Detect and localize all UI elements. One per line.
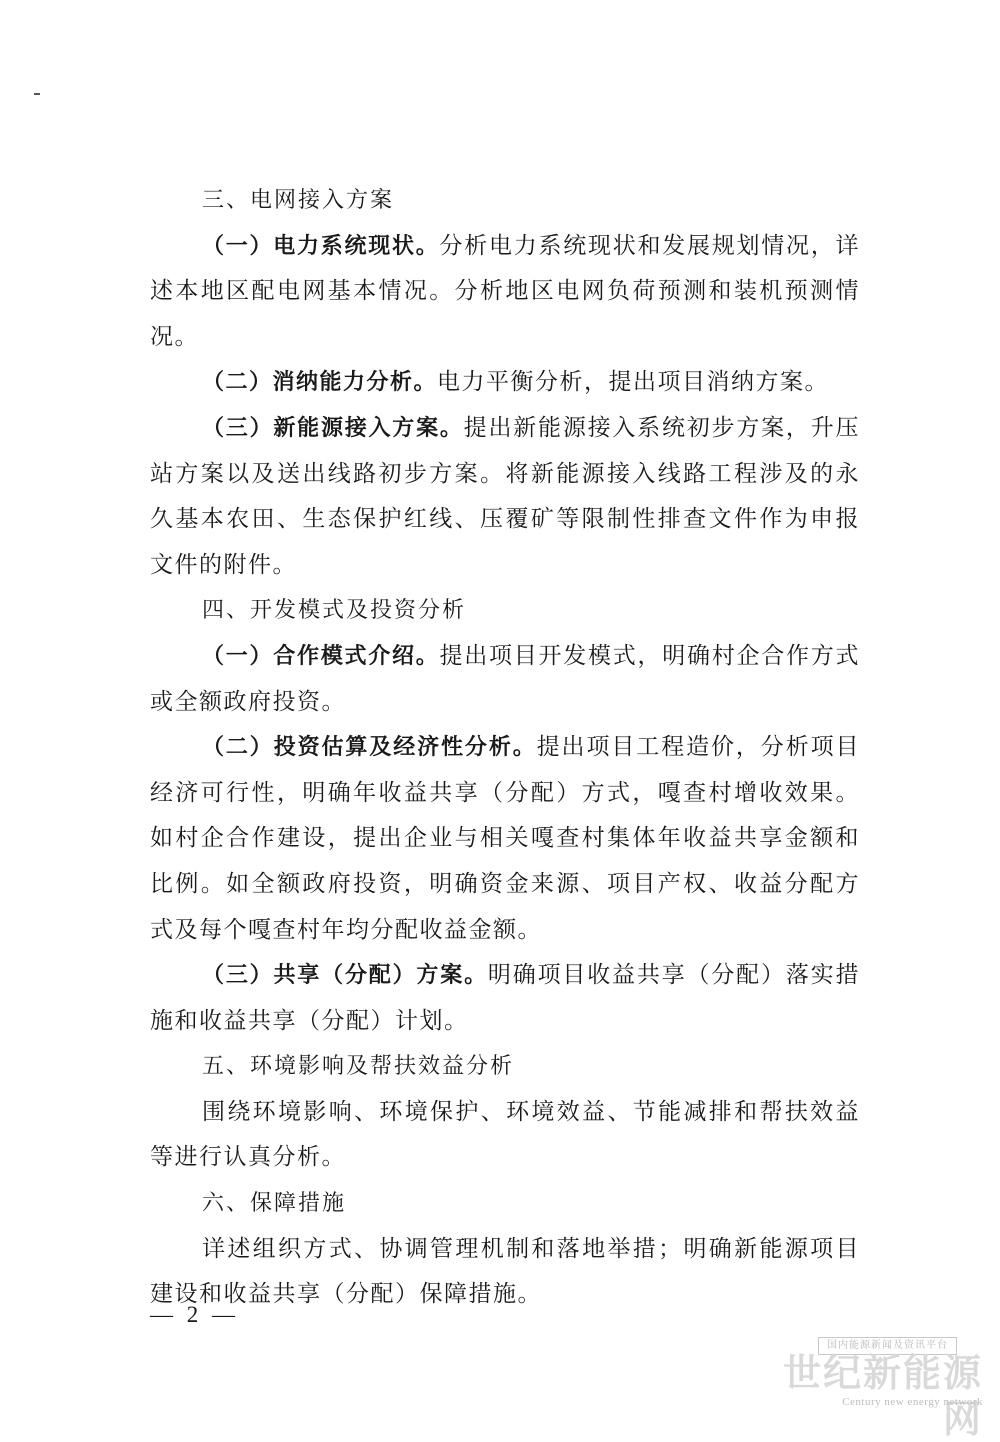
paragraph-4-2 — [150, 725, 860, 953]
item-text: 提出项目开发模式，明确村企合作方式或全额政府投资。 — [150, 642, 860, 715]
item-label: （三）新能源接入方案。 — [202, 415, 464, 441]
watermark-brand: 世纪新能源网 — [782, 1351, 983, 1441]
paragraph-4-1 — [150, 634, 860, 725]
document-body — [150, 178, 860, 1318]
item-text: 明确项目收益共享（分配）落实措施和收益共享（分配）计划。 — [150, 962, 860, 1034]
paragraph-6: 详述组织方式、协调管理机制和落地举措；明确新能源项目建设和收益共享（分配）保障措施。 — [150, 1235, 860, 1308]
item-label: （三）共享（分配）方案。 — [202, 963, 488, 989]
item-text: 提出项目工程造价，分析项目经济可行性，明确年收益共享（分配）方式，嘎查村增收效果。如村企合作建设，提出企业与相关嘎查村集体年收益共享金额和比例。如全额政府投资，明确资金来源、项目产权、收益分配方式及每个嘎查村年均分配收益金额。 — [150, 734, 860, 943]
item-text: 分析电力系统现状和发展规划情况，详述本地区配电网基本情况。分析地区电网负荷预测和装机预测情况。 — [150, 232, 860, 350]
section-heading-3: 三、电网接入方案 — [202, 188, 395, 213]
item-label: （二）投资估算及经济性分析。 — [202, 735, 537, 761]
item-text: 提出新能源接入系统初步方案，升压站方案以及送出线路初步方案。将新能源接入线路工程涉及的永久基本农田、生态保护红线、压覆矿等限制性排查文件作为申报文件的附件。 — [150, 414, 860, 578]
page-number: — 2 — — [150, 1302, 239, 1327]
section-heading-5: 五、环境影响及帮扶效益分析 — [202, 1054, 515, 1080]
watermark-box: 国内能源新闻及资讯平台 — [818, 1337, 957, 1355]
item-label: （一）合作模式介绍。 — [202, 643, 440, 669]
section-heading-4: 四、开发模式及投资分析 — [202, 598, 467, 624]
paragraph-3-1 — [150, 224, 860, 361]
scan-mark — [34, 93, 40, 95]
item-label: （一）电力系统现状。 — [202, 233, 440, 259]
item-label: （二）消纳能力分析。 — [202, 370, 438, 396]
paragraph-3-2 — [150, 360, 860, 406]
section-heading-6: 六、保障措施 — [202, 1191, 347, 1217]
item-text: 电力平衡分析，提出项目消纳方案。 — [437, 369, 830, 396]
watermark-subtitle: Century new energy network — [842, 1396, 983, 1408]
paragraph-5: 围绕环境影响、环境保护、环境效益、节能减排和帮扶效益等进行认真分析。 — [150, 1098, 860, 1171]
paragraph-4-3 — [150, 953, 860, 1044]
paragraph-3-3 — [150, 406, 860, 588]
